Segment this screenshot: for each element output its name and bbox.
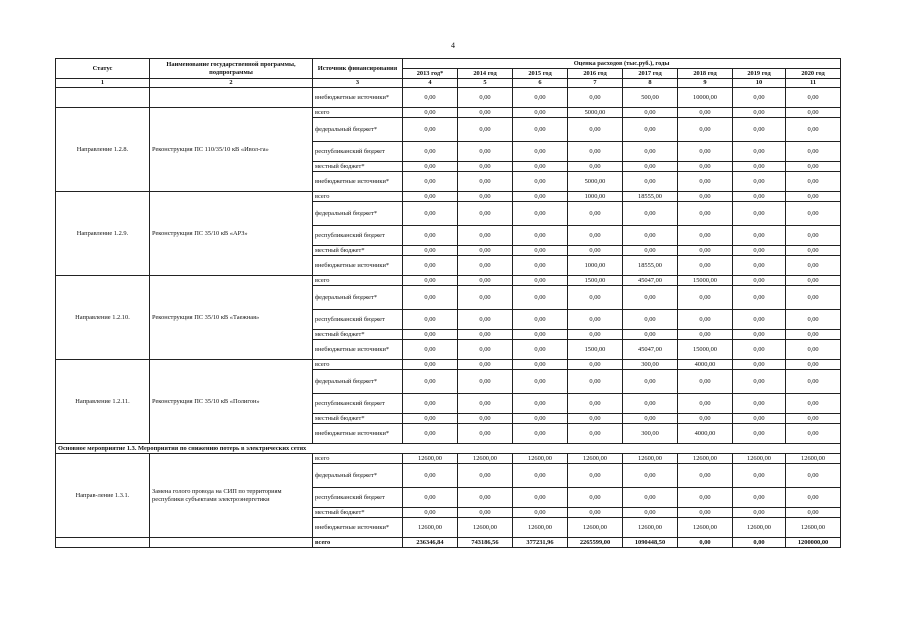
value-cell: 0,00: [403, 414, 458, 424]
value-cell: 0,00: [403, 340, 458, 360]
source-cell: всего: [313, 276, 403, 286]
value-cell: 0,00: [458, 414, 513, 424]
value-cell: 0,00: [786, 360, 841, 370]
value-cell: 0,00: [733, 246, 786, 256]
column-number: 1: [56, 79, 150, 88]
value-cell: 0,00: [568, 142, 623, 162]
value-cell: 0,00: [733, 330, 786, 340]
value-cell: 1500,00: [568, 340, 623, 360]
value-cell: 5000,00: [568, 108, 623, 118]
name-cell: Реконструкция ПС 35/10 кВ «Таежная»: [150, 276, 313, 360]
value-cell: 0,00: [623, 370, 678, 394]
value-cell: 15000,00: [678, 276, 733, 286]
value-cell: 0,00: [786, 488, 841, 508]
status-cell: Направление 1.2.9.: [56, 192, 150, 276]
value-cell: 0,00: [403, 508, 458, 518]
header-year: 2015 год: [513, 69, 568, 79]
value-cell: 0,00: [786, 162, 841, 172]
value-cell: 300,00: [623, 424, 678, 444]
header-year: 2014 год: [458, 69, 513, 79]
value-cell: 0,00: [623, 330, 678, 340]
value-cell: 0,00: [568, 286, 623, 310]
value-cell: 0,00: [786, 256, 841, 276]
value-cell: 0,00: [623, 226, 678, 246]
value-cell: 0,00: [458, 286, 513, 310]
value-cell: 0,00: [513, 424, 568, 444]
value-cell: 0,00: [623, 414, 678, 424]
source-cell: внебюджетные источники*: [313, 424, 403, 444]
value-cell: 0,00: [678, 414, 733, 424]
value-cell: 12600,00: [733, 518, 786, 538]
value-cell: 15000,00: [678, 340, 733, 360]
value-cell: 0,00: [786, 172, 841, 192]
value-cell: 0,00: [403, 394, 458, 414]
value-cell: 0,00: [568, 464, 623, 488]
source-cell: местный бюджет*: [313, 330, 403, 340]
value-cell: 0,00: [513, 118, 568, 142]
value-cell: 236346,84: [403, 538, 458, 548]
budget-table: [55, 58, 841, 548]
value-cell: 743186,56: [458, 538, 513, 548]
value-cell: 0,00: [623, 508, 678, 518]
value-cell: 0,00: [733, 340, 786, 360]
value-cell: 0,00: [513, 162, 568, 172]
value-cell: 0,00: [458, 310, 513, 330]
value-cell: 0,00: [403, 310, 458, 330]
section-title: Основное мероприятие 1.3. Мероприятия по снижению потерь в электрических сетях: [56, 444, 841, 454]
value-cell: 0,00: [678, 202, 733, 226]
status-cell: Направ-ление 1.3.1.: [56, 454, 150, 538]
value-cell: 0,00: [513, 414, 568, 424]
value-cell: 0,00: [403, 276, 458, 286]
value-cell: 0,00: [458, 108, 513, 118]
value-cell: 0,00: [568, 488, 623, 508]
value-cell: 0,00: [458, 202, 513, 226]
value-cell: 0,00: [403, 286, 458, 310]
value-cell: 0,00: [513, 508, 568, 518]
value-cell: 0,00: [513, 226, 568, 246]
value-cell: 0,00: [513, 276, 568, 286]
value-cell: 0,00: [786, 370, 841, 394]
value-cell: 0,00: [403, 330, 458, 340]
value-cell: 0,00: [786, 414, 841, 424]
value-cell: 0,00: [458, 424, 513, 444]
value-cell: 0,00: [786, 286, 841, 310]
value-cell: 12600,00: [733, 454, 786, 464]
value-cell: 0,00: [513, 464, 568, 488]
value-cell: 12600,00: [458, 454, 513, 464]
value-cell: 10000,00: [678, 88, 733, 108]
value-cell: 0,00: [786, 340, 841, 360]
value-cell: 0,00: [733, 276, 786, 286]
value-cell: 12600,00: [623, 518, 678, 538]
value-cell: 0,00: [786, 192, 841, 202]
source-cell: федеральный бюджет*: [313, 202, 403, 226]
value-cell: 1200000,00: [786, 538, 841, 548]
value-cell: 0,00: [568, 162, 623, 172]
value-cell: 0,00: [623, 142, 678, 162]
value-cell: 0,00: [678, 508, 733, 518]
value-cell: 0,00: [458, 394, 513, 414]
value-cell: 0,00: [403, 360, 458, 370]
header-year: 2016 год: [568, 69, 623, 79]
header-year: 2013 год*: [403, 69, 458, 79]
value-cell: 0,00: [458, 330, 513, 340]
value-cell: 1000,00: [568, 256, 623, 276]
value-cell: 0,00: [733, 172, 786, 192]
name-cell: [150, 538, 313, 548]
value-cell: 0,00: [786, 142, 841, 162]
column-number: 9: [678, 79, 733, 88]
value-cell: 0,00: [733, 360, 786, 370]
value-cell: 0,00: [568, 424, 623, 444]
value-cell: 0,00: [513, 394, 568, 414]
value-cell: 0,00: [458, 88, 513, 108]
value-cell: 0,00: [568, 508, 623, 518]
table-row: [56, 360, 841, 370]
value-cell: 0,00: [733, 226, 786, 246]
value-cell: 0,00: [678, 162, 733, 172]
value-cell: 0,00: [678, 310, 733, 330]
value-cell: 0,00: [513, 172, 568, 192]
value-cell: 0,00: [458, 508, 513, 518]
value-cell: 0,00: [513, 286, 568, 310]
value-cell: 0,00: [678, 330, 733, 340]
value-cell: 0,00: [733, 88, 786, 108]
value-cell: 0,00: [513, 360, 568, 370]
value-cell: 0,00: [733, 394, 786, 414]
source-cell: местный бюджет*: [313, 162, 403, 172]
source-cell: всего: [313, 360, 403, 370]
value-cell: 0,00: [568, 310, 623, 330]
value-cell: 0,00: [513, 256, 568, 276]
value-cell: 0,00: [678, 538, 733, 548]
value-cell: 0,00: [458, 172, 513, 192]
value-cell: 12600,00: [513, 518, 568, 538]
value-cell: 0,00: [623, 310, 678, 330]
value-cell: 500,00: [623, 88, 678, 108]
source-cell: всего: [313, 454, 403, 464]
status-cell: Направление 1.2.8.: [56, 108, 150, 192]
value-cell: 0,00: [678, 172, 733, 192]
value-cell: 0,00: [458, 246, 513, 256]
source-cell: местный бюджет*: [313, 414, 403, 424]
column-number: 6: [513, 79, 568, 88]
name-cell: Реконструкция ПС 35/10 кВ «АРЗ»: [150, 192, 313, 276]
value-cell: 0,00: [403, 172, 458, 192]
value-cell: 0,00: [733, 192, 786, 202]
value-cell: 0,00: [733, 202, 786, 226]
value-cell: 0,00: [786, 118, 841, 142]
value-cell: 0,00: [678, 464, 733, 488]
value-cell: 0,00: [678, 256, 733, 276]
value-cell: 0,00: [786, 276, 841, 286]
value-cell: 12600,00: [786, 454, 841, 464]
value-cell: 1090448,50: [623, 538, 678, 548]
column-number: 2: [150, 79, 313, 88]
table-row: [56, 192, 841, 202]
value-cell: 0,00: [403, 370, 458, 394]
column-number: 10: [733, 79, 786, 88]
value-cell: 0,00: [623, 464, 678, 488]
value-cell: 45047,00: [623, 340, 678, 360]
value-cell: 0,00: [513, 246, 568, 256]
value-cell: 0,00: [403, 142, 458, 162]
value-cell: 0,00: [623, 286, 678, 310]
value-cell: 0,00: [623, 246, 678, 256]
value-cell: 0,00: [786, 424, 841, 444]
table-row: [56, 88, 841, 108]
value-cell: 12600,00: [403, 454, 458, 464]
value-cell: 0,00: [458, 142, 513, 162]
value-cell: 0,00: [733, 508, 786, 518]
value-cell: 0,00: [786, 88, 841, 108]
value-cell: 0,00: [458, 256, 513, 276]
value-cell: 0,00: [568, 414, 623, 424]
header-program-name: Наименование государственной программы, подпрограммы: [150, 59, 313, 79]
column-number: 11: [786, 79, 841, 88]
value-cell: 0,00: [733, 488, 786, 508]
source-cell: всего: [313, 192, 403, 202]
column-number: 3: [313, 79, 403, 88]
value-cell: 0,00: [733, 414, 786, 424]
header-estimate: Оценка расходов (тыс.руб.), годы: [403, 59, 841, 69]
value-cell: 0,00: [733, 142, 786, 162]
value-cell: 0,00: [786, 330, 841, 340]
value-cell: 0,00: [568, 202, 623, 226]
value-cell: 0,00: [513, 142, 568, 162]
source-cell: республиканский бюджет: [313, 310, 403, 330]
value-cell: 12600,00: [403, 518, 458, 538]
source-cell: федеральный бюджет*: [313, 370, 403, 394]
name-cell: Замена голого провода на СИП по территориям республики субъектами электроэнергетики: [150, 454, 313, 538]
value-cell: 0,00: [733, 538, 786, 548]
source-cell: всего: [313, 538, 403, 548]
value-cell: 0,00: [403, 488, 458, 508]
value-cell: 0,00: [403, 88, 458, 108]
value-cell: 18555,00: [623, 192, 678, 202]
value-cell: 0,00: [458, 464, 513, 488]
value-cell: 45047,00: [623, 276, 678, 286]
source-cell: республиканский бюджет: [313, 488, 403, 508]
table-row: [56, 276, 841, 286]
value-cell: 0,00: [458, 340, 513, 360]
header-year: 2017 год: [623, 69, 678, 79]
header-year: 2019 год: [733, 69, 786, 79]
value-cell: 0,00: [568, 330, 623, 340]
value-cell: 12600,00: [458, 518, 513, 538]
value-cell: 0,00: [678, 246, 733, 256]
value-cell: 12600,00: [786, 518, 841, 538]
value-cell: 4000,00: [678, 424, 733, 444]
value-cell: 0,00: [513, 330, 568, 340]
source-cell: местный бюджет*: [313, 508, 403, 518]
value-cell: 0,00: [458, 162, 513, 172]
value-cell: 2265599,00: [568, 538, 623, 548]
value-cell: 0,00: [786, 246, 841, 256]
value-cell: 18555,00: [623, 256, 678, 276]
value-cell: 5000,00: [568, 172, 623, 192]
column-number: 4: [403, 79, 458, 88]
value-cell: 0,00: [678, 192, 733, 202]
name-cell: Реконструкция ПС 110/35/10 кВ «Ивол-га»: [150, 108, 313, 192]
value-cell: 0,00: [403, 108, 458, 118]
value-cell: 0,00: [458, 370, 513, 394]
source-cell: федеральный бюджет*: [313, 118, 403, 142]
header-year: 2020 год: [786, 69, 841, 79]
value-cell: 0,00: [568, 226, 623, 246]
source-cell: всего: [313, 108, 403, 118]
value-cell: 0,00: [458, 192, 513, 202]
value-cell: 0,00: [568, 360, 623, 370]
column-number: 7: [568, 79, 623, 88]
value-cell: 0,00: [733, 464, 786, 488]
value-cell: 0,00: [513, 370, 568, 394]
column-number: 5: [458, 79, 513, 88]
value-cell: 0,00: [458, 118, 513, 142]
value-cell: 0,00: [786, 310, 841, 330]
value-cell: 0,00: [403, 202, 458, 226]
value-cell: 0,00: [623, 118, 678, 142]
value-cell: 0,00: [733, 310, 786, 330]
value-cell: 0,00: [733, 118, 786, 142]
value-cell: 0,00: [733, 256, 786, 276]
value-cell: 0,00: [678, 108, 733, 118]
value-cell: 0,00: [403, 118, 458, 142]
value-cell: 0,00: [458, 276, 513, 286]
value-cell: 0,00: [568, 88, 623, 108]
value-cell: 0,00: [403, 464, 458, 488]
source-cell: республиканский бюджет: [313, 394, 403, 414]
value-cell: 0,00: [678, 226, 733, 246]
header-funding-source: Источник финансирования: [313, 59, 403, 79]
value-cell: 12600,00: [568, 454, 623, 464]
value-cell: 0,00: [403, 256, 458, 276]
value-cell: 12600,00: [623, 454, 678, 464]
value-cell: 0,00: [733, 286, 786, 310]
source-cell: внебюджетные источники*: [313, 256, 403, 276]
value-cell: 0,00: [513, 192, 568, 202]
value-cell: 12600,00: [568, 518, 623, 538]
value-cell: 0,00: [458, 360, 513, 370]
page-number: 4: [451, 41, 455, 50]
value-cell: 12600,00: [513, 454, 568, 464]
value-cell: 0,00: [458, 226, 513, 246]
value-cell: 0,00: [623, 394, 678, 414]
source-cell: местный бюджет*: [313, 246, 403, 256]
value-cell: 12600,00: [678, 454, 733, 464]
value-cell: 4000,00: [678, 360, 733, 370]
value-cell: 0,00: [403, 192, 458, 202]
value-cell: 0,00: [623, 108, 678, 118]
value-cell: 0,00: [786, 464, 841, 488]
value-cell: 0,00: [403, 162, 458, 172]
source-cell: внебюджетные источники*: [313, 518, 403, 538]
value-cell: 1500,00: [568, 276, 623, 286]
value-cell: 0,00: [678, 370, 733, 394]
value-cell: 0,00: [568, 246, 623, 256]
value-cell: 0,00: [568, 118, 623, 142]
value-cell: 0,00: [623, 172, 678, 192]
value-cell: 12600,00: [678, 518, 733, 538]
value-cell: 0,00: [678, 118, 733, 142]
value-cell: 0,00: [786, 394, 841, 414]
value-cell: 0,00: [678, 394, 733, 414]
status-cell: [56, 538, 150, 548]
value-cell: 0,00: [513, 202, 568, 226]
value-cell: 1000,00: [568, 192, 623, 202]
value-cell: 0,00: [678, 142, 733, 162]
source-cell: федеральный бюджет*: [313, 464, 403, 488]
table-row: [56, 444, 841, 454]
total-row: [56, 538, 841, 548]
source-cell: внебюджетные источники*: [313, 172, 403, 192]
value-cell: 0,00: [786, 202, 841, 226]
value-cell: 0,00: [733, 424, 786, 444]
value-cell: 0,00: [678, 286, 733, 310]
value-cell: 300,00: [623, 360, 678, 370]
value-cell: 0,00: [733, 370, 786, 394]
source-cell: республиканский бюджет: [313, 226, 403, 246]
column-number: 8: [623, 79, 678, 88]
value-cell: 0,00: [568, 394, 623, 414]
value-cell: 0,00: [623, 162, 678, 172]
value-cell: 0,00: [568, 370, 623, 394]
name-cell: Реконструкция ПС 35/10 кВ «Полигон»: [150, 360, 313, 444]
value-cell: 0,00: [623, 202, 678, 226]
table-row: [56, 454, 841, 464]
value-cell: 0,00: [786, 226, 841, 246]
value-cell: 0,00: [513, 88, 568, 108]
status-cell: Направление 1.2.11.: [56, 360, 150, 444]
value-cell: 0,00: [786, 508, 841, 518]
value-cell: 0,00: [403, 424, 458, 444]
value-cell: 0,00: [513, 310, 568, 330]
value-cell: 377231,96: [513, 538, 568, 548]
value-cell: 0,00: [403, 226, 458, 246]
header-year: 2018 год: [678, 69, 733, 79]
value-cell: 0,00: [786, 108, 841, 118]
value-cell: 0,00: [678, 488, 733, 508]
value-cell: 0,00: [733, 162, 786, 172]
value-cell: 0,00: [513, 340, 568, 360]
source-cell: республиканский бюджет: [313, 142, 403, 162]
value-cell: 0,00: [513, 108, 568, 118]
header-status: Статус: [56, 59, 150, 79]
value-cell: 0,00: [403, 246, 458, 256]
value-cell: 0,00: [513, 488, 568, 508]
status-cell: Направление 1.2.10.: [56, 276, 150, 360]
value-cell: 0,00: [733, 108, 786, 118]
value-cell: 0,00: [458, 488, 513, 508]
source-cell: федеральный бюджет*: [313, 286, 403, 310]
status-cell: [56, 88, 150, 108]
source-cell: внебюджетные источники*: [313, 88, 403, 108]
table-row: [56, 108, 841, 118]
value-cell: 0,00: [623, 488, 678, 508]
name-cell: [150, 88, 313, 108]
source-cell: внебюджетные источники*: [313, 340, 403, 360]
